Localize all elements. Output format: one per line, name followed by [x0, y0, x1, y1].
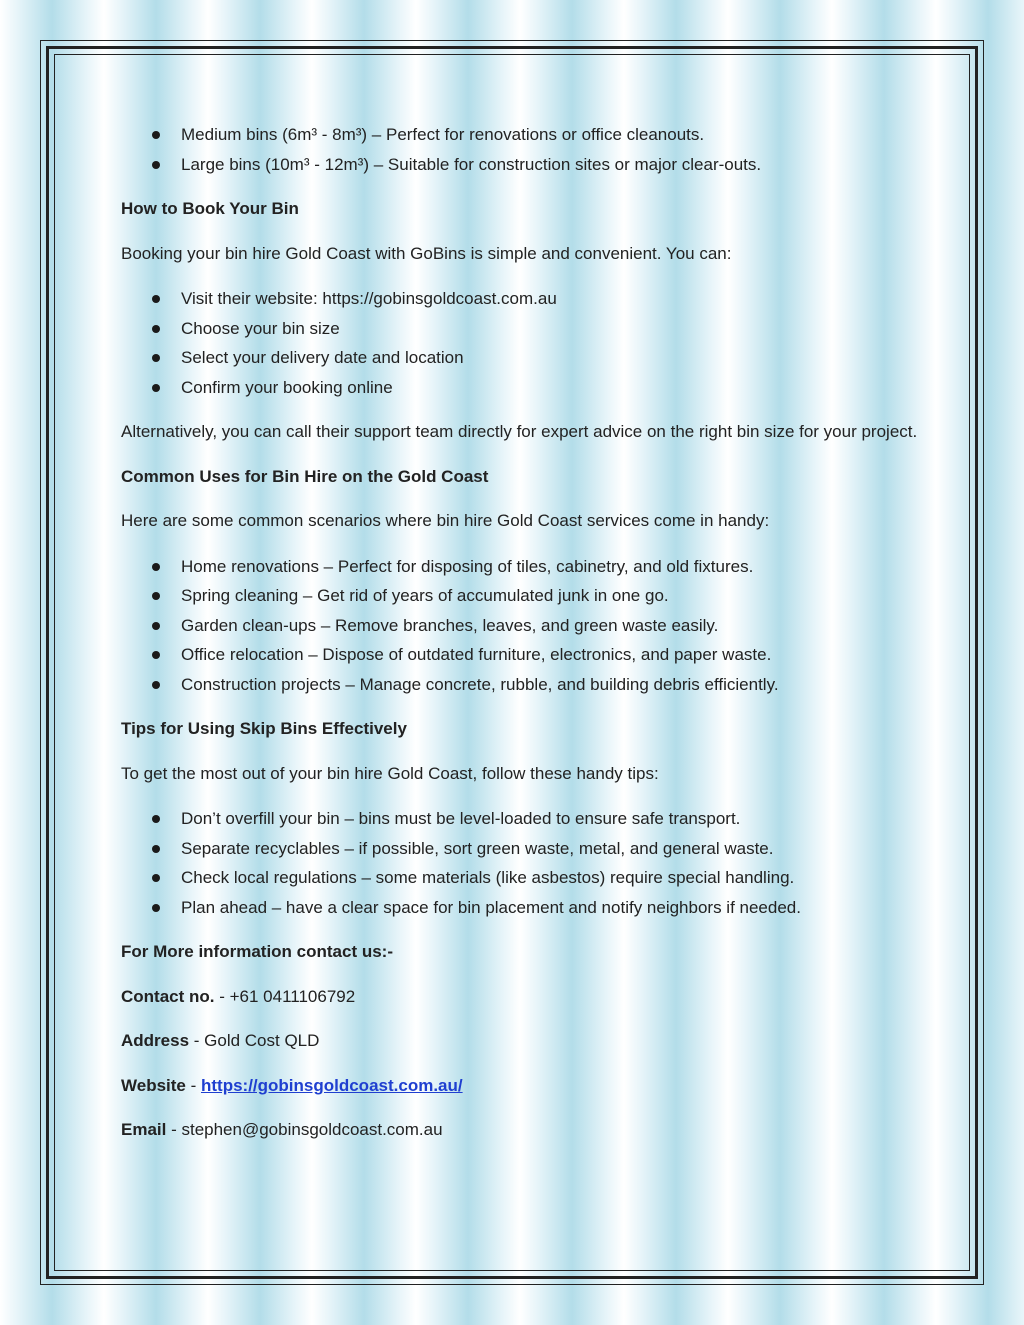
tips-intro: To get the most out of your bin hire Gold Coast, follow these handy tips:	[121, 763, 659, 783]
book-intro: Booking your bin hire Gold Coast with GoBins is simple and convenient. You can:	[121, 243, 732, 263]
contact-website	[121, 1071, 921, 1101]
section-heading-tips: Tips for Using Skip Bins Effectively	[121, 719, 407, 738]
phone-label: Contact no.	[121, 986, 215, 1006]
contact-email	[121, 1115, 921, 1145]
list-item: Select your delivery date and location	[121, 343, 921, 373]
list-item: Medium bins (6m³ - 8m³) – Perfect for renovations or office cleanouts.	[121, 120, 921, 150]
website-label: Website	[121, 1075, 186, 1095]
phone-value: - +61 0411106792	[214, 986, 356, 1006]
website-separator: -	[185, 1075, 201, 1095]
list-item: Check local regulations – some materials (like asbestos) require special handling.	[121, 863, 921, 893]
list-item: Visit their website: https://gobinsgoldcoast.com.au	[121, 284, 921, 314]
booking-steps-list	[121, 284, 921, 402]
list-item: Large bins (10m³ - 12m³) – Suitable for construction sites or major clear-outs.	[121, 150, 921, 180]
list-item: Office relocation – Dispose of outdated furniture, electronics, and paper waste.	[121, 640, 921, 670]
uses-list	[121, 552, 921, 700]
address-value: - Gold Cost QLD	[189, 1031, 320, 1050]
website-link[interactable]: https://gobinsgoldcoast.com.au/	[200, 1075, 463, 1095]
address-label: Address	[121, 1031, 190, 1050]
email-value: - stephen@gobinsgoldcoast.com.au	[166, 1120, 443, 1139]
list-item: Garden clean-ups – Remove branches, leaves, and green waste easily.	[121, 611, 921, 641]
email-label: Email	[121, 1120, 167, 1139]
section-heading-book: How to Book Your Bin	[121, 199, 299, 218]
list-item: Spring cleaning – Get rid of years of accumulated junk in one go.	[121, 581, 921, 611]
contact-phone	[121, 982, 921, 1012]
document-body	[121, 120, 921, 1145]
list-item: Home renovations – Perfect for disposing of tiles, cabinetry, and old fixtures.	[121, 552, 921, 582]
list-item: Construction projects – Manage concrete, rubble, and building debris efficiently.	[121, 670, 921, 700]
list-item: Don’t overfill your bin – bins must be level-loaded to ensure safe transport.	[121, 804, 921, 834]
bin-sizes-list	[121, 120, 921, 179]
section-heading-uses: Common Uses for Bin Hire on the Gold Coast	[121, 466, 489, 486]
list-item: Choose your bin size	[121, 314, 921, 344]
uses-intro: Here are some common scenarios where bin hire Gold Coast services come in handy:	[121, 511, 770, 530]
contact-address	[121, 1026, 921, 1056]
list-item: Confirm your booking online	[121, 373, 921, 403]
tips-list	[121, 804, 921, 922]
list-item: Separate recyclables – if possible, sort green waste, metal, and general waste.	[121, 834, 921, 864]
list-item: Plan ahead – have a clear space for bin placement and notify neighbors if needed.	[121, 893, 921, 923]
book-alternative: Alternatively, you can call their support team directly for expert advice on the right bin size for your project.	[121, 422, 918, 441]
contact-heading: For More information contact us:-	[121, 942, 393, 961]
